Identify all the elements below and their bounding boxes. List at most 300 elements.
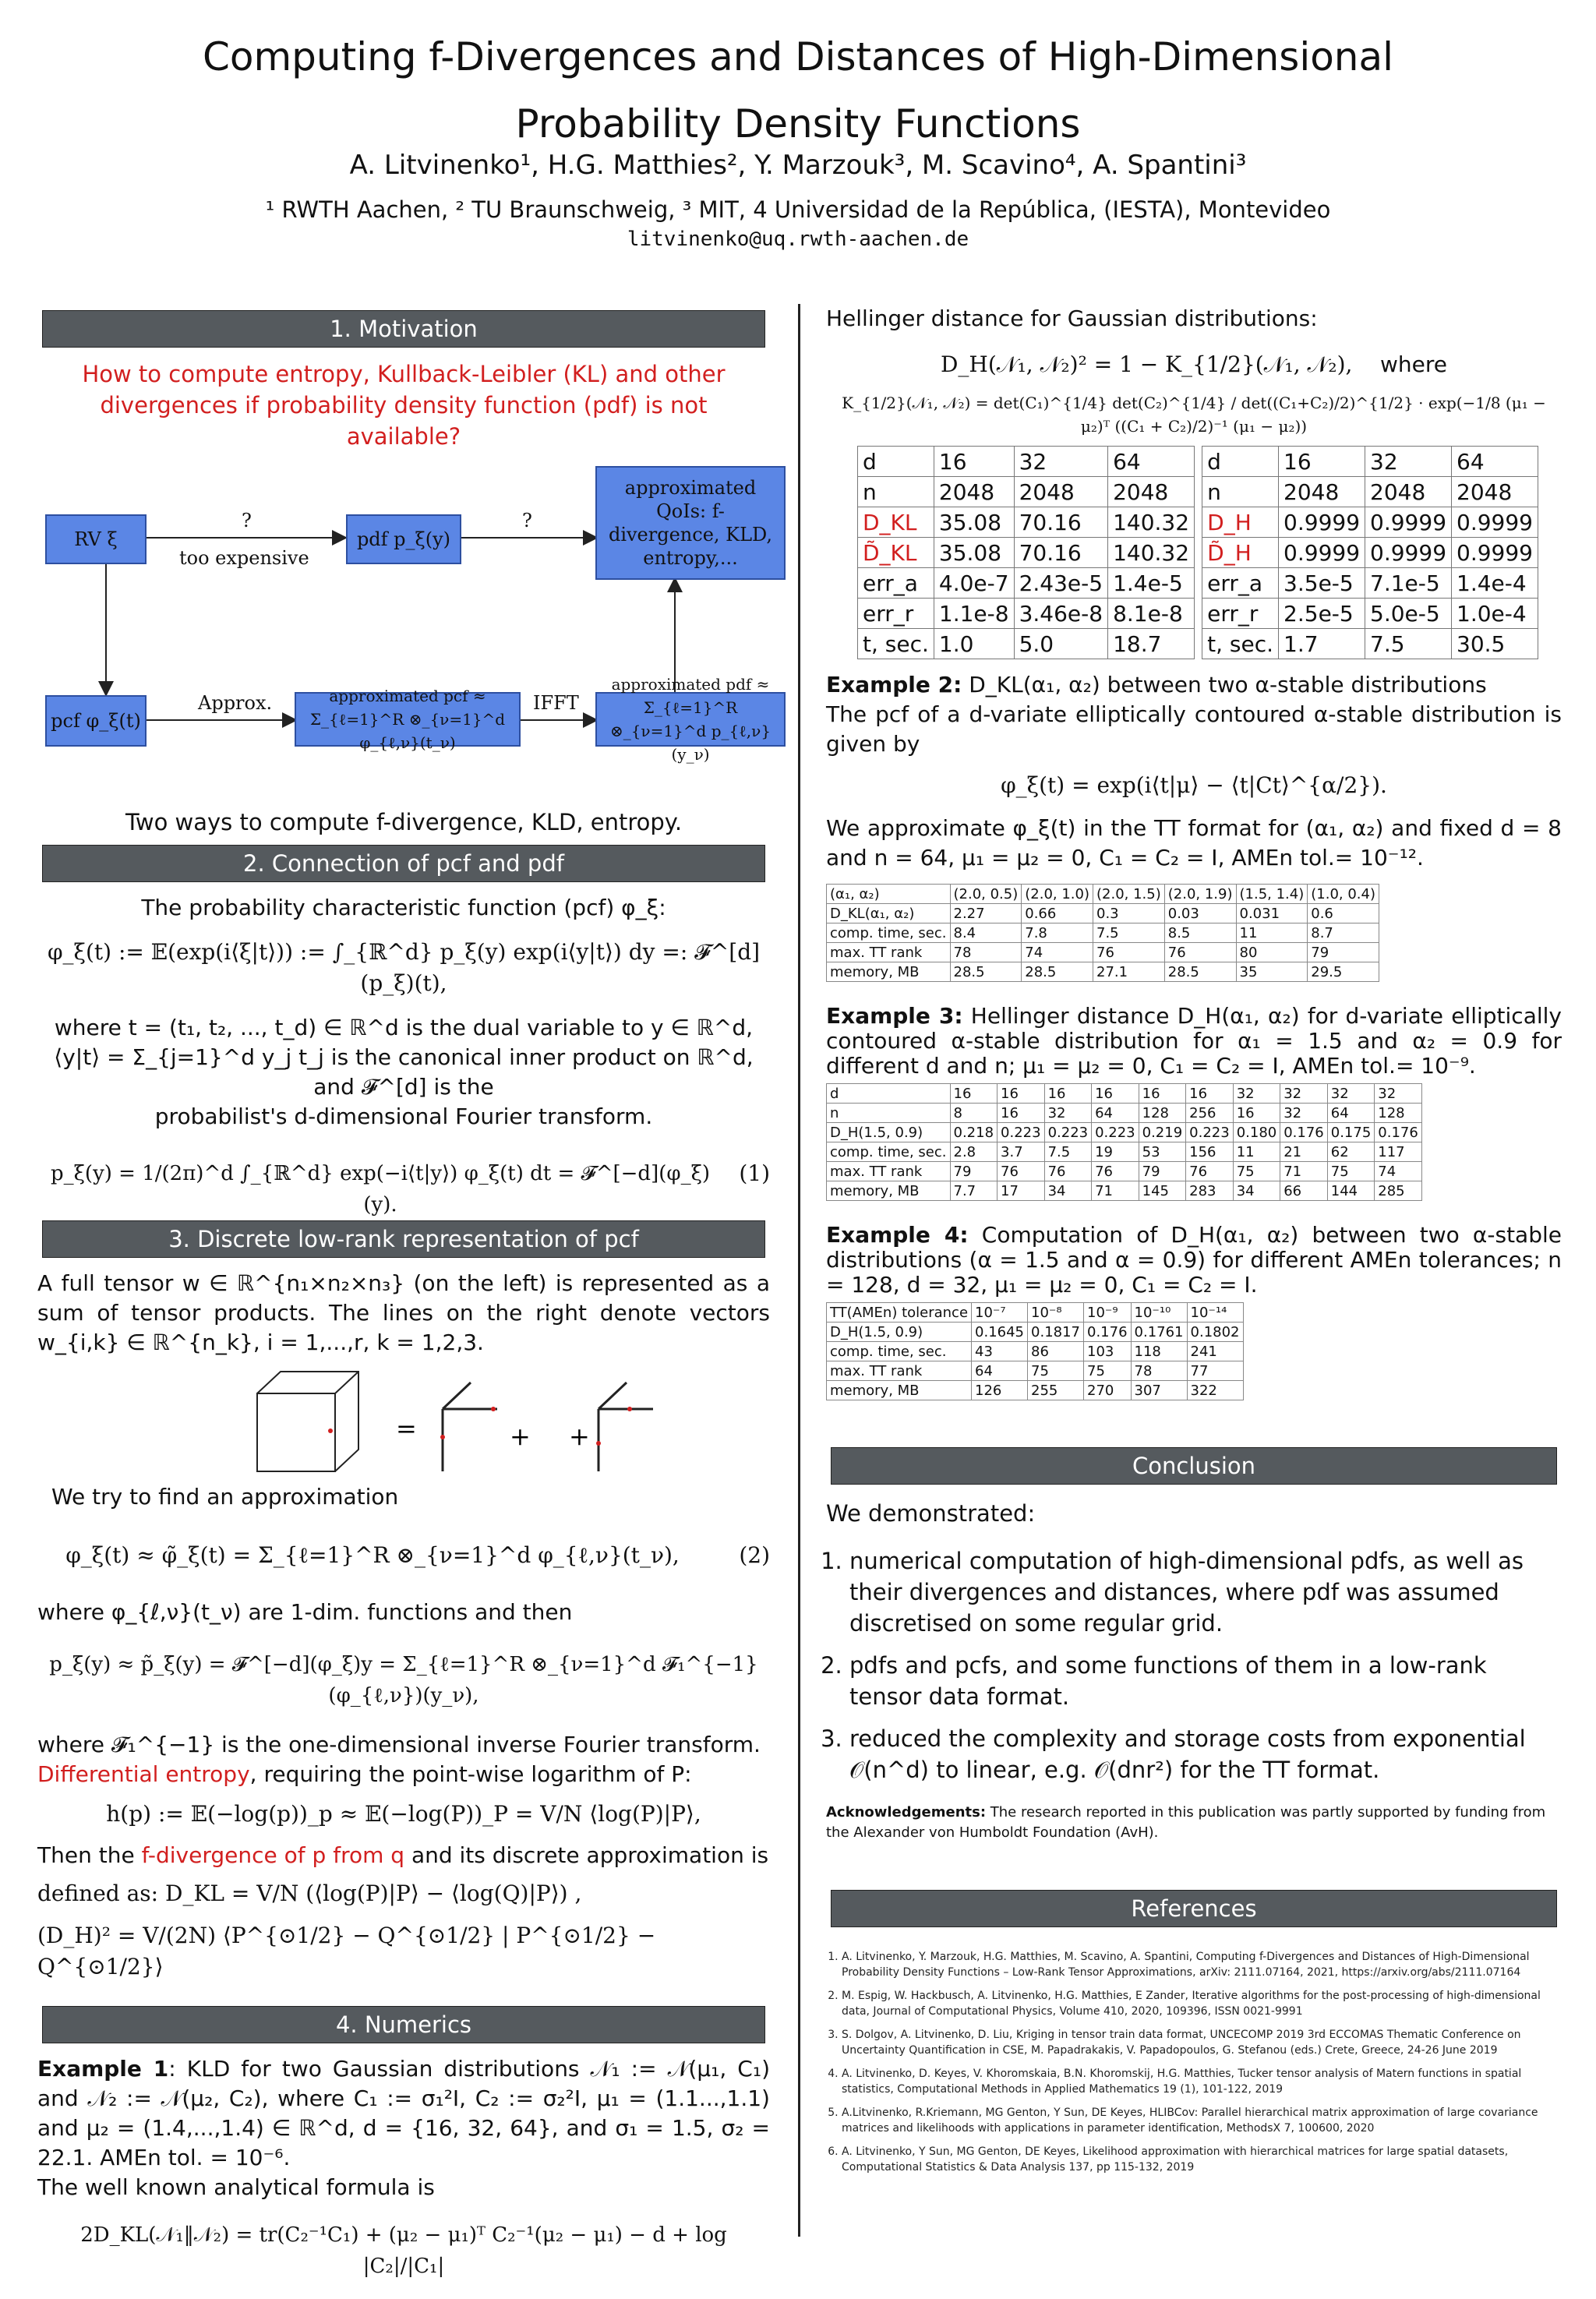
table-cell: (2.0, 1.0) [1022,885,1093,904]
table-cell: err_r [858,599,934,629]
lowrank-eq7: (D_H)² = V/(2N) ⟨P^{⊙1/2} − Q^{⊙1/2} | P^{⊙1/2} − Q^{⊙1/2}⟩ [37,1923,656,1979]
table-cell: 0.1802 [1187,1323,1243,1342]
table-cell: 76 [1186,1162,1234,1181]
connection-eq2: p_ξ(y) = 1/(2π)^d ∫_{ℝ^d} exp(−i⟨t|y⟩) φ_ξ(t) dt = 𝓕^[−d](φ_ξ)(y). [50,1162,711,1217]
table-cell: 21 [1280,1142,1328,1162]
table-cell: 79 [1139,1162,1186,1181]
table-cell: TT(AMEn) tolerance [827,1303,972,1323]
example2-text2: We approximate φ_ξ(t) in the TT format for (α₁, α₂) and fixed d = 8 and n = 64, μ₁ = μ₂ = 0, C₁ = C₂ = I, AMEn tol.= 10⁻¹². [826,815,1562,871]
right-column [826,304,1562,2183]
table-cell: 8.4 [950,923,1022,943]
differential-entropy-term: Differential entropy [37,1761,250,1787]
table-row [827,1181,1422,1201]
table-cell: (1.5, 1.4) [1236,885,1308,904]
table-cell: 0.218 [950,1123,998,1142]
table-cell: 2.8 [950,1142,998,1162]
table-cell: 75 [1327,1162,1375,1181]
section-lowrank-heading: 3. Discrete low-rank representation of pcf [42,1220,765,1258]
table-cell: 0.3 [1093,904,1165,923]
table-row [1202,599,1538,629]
table-cell: 70.16 [1014,507,1108,538]
table-cell: 28.5 [950,962,1022,982]
table-cell: 79 [950,1162,998,1181]
acknowledgements: Acknowledgements: The research reported in this publication was partly supported by funding from the Alexander von Humboldt Foundation (AvH). [826,1804,1546,1841]
table-cell: 16 [1044,1084,1092,1104]
table-row [858,477,1195,507]
table-cell: D̃_KL [858,538,934,568]
table-cell: 79 [1308,943,1379,962]
connection-text1: where t = (t₁, t₂, ..., t_d) ∈ ℝ^d is the dual variable to y ∈ ℝ^d, [54,1015,754,1040]
table-cell: 255 [1028,1381,1084,1400]
table-cell: 156 [1186,1142,1234,1162]
table-cell: memory, MB [827,1381,972,1400]
svg-text:=: = [396,1414,417,1443]
reference-item: 5. A.Litvinenko, R.Kriemann, MG Genton, Y Sun, DE Keyes, HLIBCov: Parallel hierarchical matrix approximation of large covariance matrices and likelihoods with applications in parameter identification, MethodsX 7, 100600, 2020 [842,2105,1562,2136]
table-cell: 16 [950,1084,998,1104]
table-row [1202,447,1538,477]
table-cell: 35.08 [934,538,1014,568]
authors: A. Litvinenko¹, H.G. Matthies², Y. Marzouk³, M. Scavino⁴, A. Spantini³ [349,150,1247,181]
table-cell: 283 [1186,1181,1234,1201]
table-cell: 5.0 [1014,629,1108,659]
table-cell: 32 [1233,1084,1280,1104]
table-cell: 0.223 [1186,1123,1234,1142]
table-row [827,1303,1244,1323]
example4-text: Example 4: Computation of D_H(α₁, α₂) between two α-stable distributions (α = 1.5 and α = 0.9) for different AMEn tolerances; n = 128, d = 32, μ₁ = μ₂ = 0, C₁ = C₂ = I. [826,1222,1562,1298]
svg-text:+: + [510,1421,531,1451]
table-cell: 16 [1186,1084,1234,1104]
table-cell: 16 [998,1104,1045,1123]
table-cell: 64 [1092,1104,1139,1123]
table-cell: 307 [1131,1381,1187,1400]
table-cell: 0.223 [1044,1123,1092,1142]
table-cell: 0.223 [998,1123,1045,1142]
table-cell: 7.5 [1044,1142,1092,1162]
table-cell: 4.0e-7 [934,568,1014,599]
table-cell: 64 [1327,1104,1375,1123]
table-row [827,1084,1422,1104]
table-cell: 128 [1139,1104,1186,1123]
lowrank-eq3-number: (2) [739,1542,770,1568]
table-cell: 11 [1233,1142,1280,1162]
table-cell: 0.219 [1139,1123,1186,1142]
table-cell: 17 [998,1181,1045,1201]
table-cell: 16 [1092,1084,1139,1104]
table-cell: 76 [998,1162,1045,1181]
table-cell: 62 [1327,1142,1375,1162]
table-cell: 76 [1092,1162,1139,1181]
table-cell: 0.176 [1375,1123,1422,1142]
table-cell: 10⁻⁸ [1028,1303,1084,1323]
table-cell: 34 [1044,1181,1092,1201]
table-cell: 18.7 [1108,629,1195,659]
table-cell: 75 [1084,1361,1132,1381]
table-cell: 75 [1233,1162,1280,1181]
table-cell: 2.27 [950,904,1022,923]
table-cell: 2048 [1108,477,1195,507]
table-cell: 0.6 [1308,904,1379,923]
table-cell: (1.0, 0.4) [1308,885,1379,904]
lowrank-text5: Differential entropy, requiring the point-wise logarithm of P: [37,1761,692,1787]
table-cell: 0.180 [1233,1123,1280,1142]
conclusion-item: 2. pdfs and pcfs, and some functions of them in a low-rank tensor data format. [849,1650,1562,1712]
table-cell: 7.1e-5 [1365,568,1452,599]
section-numerics-heading: 4. Numerics [42,2006,765,2043]
table-cell: 2048 [1365,477,1452,507]
table-cell: 27.1 [1093,962,1165,982]
table-cell: 2048 [1014,477,1108,507]
table-cell: 34 [1233,1181,1280,1201]
title-line-2: Probability Density Functions [515,101,1081,147]
conclusion-list [826,1545,1562,1785]
lowrank-text3: where φ_{ℓ,ν}(t_ν) are 1-dim. functions and then [37,1599,573,1625]
table-row [858,599,1195,629]
table-row [858,538,1195,568]
table-cell: D_H [1202,507,1279,538]
table-row [1202,568,1538,599]
connection-eq2-row [37,1158,770,1217]
conclusion-item: 3. reduced the complexity and storage costs from exponential 𝒪(n^d) to linear, e.g. 𝒪(dnr²) for the TT format. [849,1723,1562,1785]
lowrank-eq3: φ_ξ(t) ≈ φ̃_ξ(t) = Σ_{ℓ=1}^R ⊗_{ν=1}^d φ_{ℓ,ν}(t_ν), [65,1542,680,1568]
table-cell: 1.0 [934,629,1014,659]
table-cell: 74 [1022,943,1093,962]
table-row [827,923,1379,943]
connection-eq2-number: (1) [739,1160,770,1186]
table-cell: 7.8 [1022,923,1093,943]
reference-item: 4. A. Litvinenko, D. Keyes, V. Khoromskaia, B.N. Khoromskij, H.G. Matthies, Tucker tensor analysis of Matern functions in spatial statistics, Computational Methods in Applied Mathematics 19 (1), 101-122, 2019 [842,2066,1562,2097]
table-cell: 2048 [1452,477,1538,507]
lowrank-text2: We try to find an approximation [51,1484,399,1510]
table-cell: 3.5e-5 [1279,568,1365,599]
left-column [37,304,773,2299]
connection-intro: The probability characteristic function (pcf) φ_ξ: [141,895,666,920]
table-cell: 140.32 [1108,538,1195,568]
table-cell: 32 [1014,447,1108,477]
table-cell: n [858,477,934,507]
table-cell: 64 [1108,447,1195,477]
table-cell: 53 [1139,1142,1186,1162]
f-divergence-term: f-divergence of p from q [141,1842,405,1868]
table-cell: 322 [1187,1381,1243,1400]
table-cell: 256 [1186,1104,1234,1123]
section-connection-heading: 2. Connection of pcf and pdf [42,845,765,882]
table-cell: 10⁻⁹ [1084,1303,1132,1323]
approx-label: Approx. [198,692,273,714]
connection-eq1: φ_ξ(t) := 𝔼(exp(i⟨ξ|t⟩)) := ∫_{ℝ^d} p_ξ(y) exp(i⟨y|t⟩) dy =: 𝓕^[d](p_ξ)(t), [47,939,761,996]
table-cell: 32 [1375,1084,1422,1104]
table-cell: 19 [1092,1142,1139,1162]
table-cell: 16 [1233,1104,1280,1123]
table-cell: 77 [1187,1361,1243,1381]
table-cell: 7.7 [950,1181,998,1201]
table-cell: 0.66 [1022,904,1093,923]
table-cell: 76 [1093,943,1165,962]
kld-formula: 2D_KL(𝒩₁‖𝒩₂) = tr(C₂⁻¹C₁) + (μ₂ − μ₁)ᵀ C₂⁻¹(μ₂ − μ₁) − d + log |C₂|/|C₁| [80,2223,727,2278]
table-cell: 0.175 [1327,1123,1375,1142]
table-cell: 71 [1092,1181,1139,1201]
table-example2 [826,884,1379,982]
lowrank-eq3-row [37,1540,770,1574]
tables-kl-h [826,446,1562,659]
table-cell: 10⁻¹⁴ [1187,1303,1243,1323]
reference-item: 1. A. Litvinenko, Y. Marzouk, H.G. Matthies, M. Scavino, A. Spantini, Computing f-Divergences and Distances of High-Dimensional Probability Density Functions – Low-Rank Tensor Approximations, arXiv: 2111.07164, 2021, https://arxiv.org/abs/2111.07164 [842,1949,1562,1980]
table-cell: 78 [950,943,1022,962]
table-cell: 7.5 [1365,629,1452,659]
table-cell: 145 [1139,1181,1186,1201]
table-row [1202,477,1538,507]
table-cell: 5.0e-5 [1365,599,1452,629]
table-cell: 29.5 [1308,962,1379,982]
formula-intro: The well known analytical formula is [37,2174,435,2200]
table-cell: 0.9999 [1452,538,1538,568]
table-row [827,1361,1244,1381]
table-cell: (2.0, 0.5) [950,885,1022,904]
table-cell: 103 [1084,1342,1132,1361]
email[interactable]: litvinenko@uq.rwth-aachen.de [627,228,969,251]
hellinger-eq1: D_H(𝒩₁, 𝒩₂)² = 1 − K_{1/2}(𝒩₁, 𝒩₂), where [940,351,1448,377]
lowrank-eq5: h(p) := 𝔼(−log(p))_p ≈ 𝔼(−log(P))_P = V/N ⟨log(P)|P⟩, [106,1801,701,1827]
table-cell: 76 [1164,943,1236,962]
approx-qoi-box: approximated QoIs: f-divergence, KLD, entropy,... [595,466,786,580]
conclusion-intro: We demonstrated: [826,1500,1036,1527]
table-cell: (α₁, α₂) [827,885,951,904]
reference-item: 2. M. Espig, W. Hackbusch, A. Litvinenko, H.G. Matthies, E Zander, Iterative algorithms for the post-processing of high-dimensional data, Journal of Computational Physics, Volume 410, 2020, 109396, ISSN 0021-9991 [842,1988,1562,2019]
table-cell: 2048 [934,477,1014,507]
table-cell: 43 [972,1342,1028,1361]
table-cell: memory, MB [827,962,951,982]
table-cell: 76 [1044,1162,1092,1181]
question-mark-2: ? [522,510,532,531]
table-row [827,1342,1244,1361]
table-row [827,904,1379,923]
table-cell: 2.43e-5 [1014,568,1108,599]
table-cell: 32 [1280,1084,1328,1104]
table-row [827,1162,1422,1181]
hellinger-eq2: K_{1/2}(𝒩₁, 𝒩₂) = det(C₁)^{1/4} det(C₂)^{1/4} / det((C₁+C₂)/2)^{1/2} · exp(−1/8 (μ₁ − μ₂)ᵀ ((C₁ + C₂)/2)⁻¹ (μ₁ − μ₂)) [842,394,1546,436]
table-row [827,1104,1422,1123]
example1-label: Example 1 [37,2056,169,2082]
connection-text2: ⟨y|t⟩ = Σ_{j=1}^d y_j t_j is the canonical inner product on ℝ^d, and 𝓕^[d] is the [54,1044,754,1100]
table-cell: max. TT rank [827,1162,951,1181]
table-cell: 118 [1131,1342,1187,1361]
table-cell: 1.1e-8 [934,599,1014,629]
title-line-1: Computing f-Divergences and Distances of High-Dimensional [202,34,1394,79]
connection-text3: probabilist's d-dimensional Fourier transform. [154,1104,653,1129]
table-cell: n [827,1104,951,1123]
table-cell: max. TT rank [827,943,951,962]
table-cell: 0.1645 [972,1323,1028,1342]
table-cell: D_KL [858,507,934,538]
table-cell: 28.5 [1022,962,1093,982]
motivation-question: How to compute entropy, Kullback-Leibler (KL) and other divergences if probability density function (pdf) is not available? [82,361,726,450]
table-cell: err_r [1202,599,1279,629]
lowrank-text4: where 𝓕₁^{−1} is the one-dimensional inverse Fourier transform. [37,1732,761,1757]
table-cell: 8.5 [1164,923,1236,943]
table-cell: 64 [1452,447,1538,477]
table-cell: 0.9999 [1365,507,1452,538]
example2-text1: The pcf of a d-variate elliptically contoured α-stable distribution is given by [826,701,1562,757]
table-cell: t, sec. [1202,629,1279,659]
table-cell: 0.223 [1092,1123,1139,1142]
table-cell: comp. time, sec. [827,1342,972,1361]
approx-pcf-box: approximated pcf ≈ Σ_{ℓ=1}^R ⊗_{ν=1}^d φ_{ℓ,ν}(t_ν) [295,692,521,747]
table-cell: 10⁻⁷ [972,1303,1028,1323]
motivation-diagram [37,466,773,786]
table-cell: 144 [1327,1181,1375,1201]
table-cell: D_KL(α₁, α₂) [827,904,951,923]
table-cell: 241 [1187,1342,1243,1361]
table-cell: 3.46e-8 [1014,599,1108,629]
rv-box: RV ξ [45,514,147,564]
table-row [827,943,1379,962]
table-cell: 8 [950,1104,998,1123]
ifft-label: IFFT [533,692,579,714]
table-cell: n [1202,477,1279,507]
conclusion-item: 1. numerical computation of high-dimensional pdfs, as well as their divergences and distances, where pdf was assumed discretised on some regular grid. [849,1545,1562,1639]
table-cell: 74 [1375,1162,1422,1181]
table-cell: (2.0, 1.5) [1093,885,1165,904]
table-cell: 11 [1236,923,1308,943]
table-row [827,1381,1244,1400]
table-cell: err_a [1202,568,1279,599]
table-cell: 75 [1028,1361,1084,1381]
table-cell: 1.4e-4 [1452,568,1538,599]
table-cell: 32 [1044,1104,1092,1123]
table-cell: err_a [858,568,934,599]
approx-pdf-box: approximated pdf ≈ Σ_{ℓ=1}^R ⊗_{ν=1}^d p_{ℓ,ν}(y_ν) [595,692,786,747]
table-cell: t, sec. [858,629,934,659]
table-row [827,962,1379,982]
tensor-decomposition-figure [37,1362,770,1479]
table-cell: 0.176 [1280,1123,1328,1142]
table-cell: 2.5e-5 [1279,599,1365,629]
table-cell: d [858,447,934,477]
table-cell: 35.08 [934,507,1014,538]
table-cell: 0.031 [1236,904,1308,923]
table-cell: 80 [1236,943,1308,962]
table-cell: 86 [1028,1342,1084,1361]
table-cell: 270 [1084,1381,1132,1400]
table-cell: 8.7 [1308,923,1379,943]
pdf-box: pdf p_ξ(y) [346,514,461,564]
table-row [827,1142,1422,1162]
table-row [858,629,1195,659]
table-row [827,1123,1422,1142]
table-cell: memory, MB [827,1181,951,1201]
table-cell: 2048 [1279,477,1365,507]
table-cell: 16 [1139,1084,1186,1104]
too-expensive-label: too expensive [179,547,309,569]
references-list [826,1949,1562,2175]
table-cell: 30.5 [1452,629,1538,659]
svg-text:+: + [569,1421,590,1451]
table-row [827,1323,1244,1342]
table-cell: D̃_H [1202,538,1279,568]
table-cell: (2.0, 1.9) [1164,885,1236,904]
table-cell: comp. time, sec. [827,923,951,943]
table-cell: 128 [1375,1104,1422,1123]
table-cell: 0.9999 [1279,538,1365,568]
lowrank-eq4: p_ξ(y) ≈ p̃_ξ(y) = 𝓕^[−d](φ_ξ)y = Σ_{ℓ=1}^R ⊗_{ν=1}^d 𝓕₁^{−1}(φ_{ℓ,ν})(y_ν), [49,1653,758,1707]
table-cell: 0.1817 [1028,1323,1084,1342]
table-cell: 7.5 [1093,923,1165,943]
table-row [858,568,1195,599]
table-cell: 16 [998,1084,1045,1104]
reference-item: 3. S. Dolgov, A. Litvinenko, D. Liu, Kriging in tensor train data format, UNCECOMP 2019 3rd ECCOMAS Thematic Conference on Uncertainty Quantification in CSE, M. Papadrakakis, V. Papadopoulos, G. Stefanou (eds.) Crete, Greece, 24-26 June 2019 [842,2027,1562,2058]
table-row [827,885,1379,904]
table-cell: 140.32 [1108,507,1195,538]
lowrank-text6: Then the f-divergence of p from q and its discrete approximation is [37,1842,769,1868]
table-cell: 1.7 [1279,629,1365,659]
lowrank-text1: A full tensor w ∈ ℝ^{n₁×n₂×n₃} (on the left) is represented as a sum of tensor products. The lines on the right denote vectors w_{i,k} ∈ ℝ^{n_k}, i = 1,...,r, k = 1,2,3. [37,1270,770,1355]
table-cell: D_H(1.5, 0.9) [827,1323,972,1342]
example2-title: Example 2: D_KL(α₁, α₂) between two α-stable distributions [826,672,1487,697]
example1-text: Example 1: KLD for two Gaussian distributions 𝒩₁ := 𝒩(μ₁, C₁) and 𝒩₂ := 𝒩(μ₂, C₂), where C₁ := σ₁²I, C₂ := σ₂²I, μ₁ = (1.1...,1.1) and μ₂ = (1.4,...,1.4) ∈ ℝ^d, d = {16, 32, 64}, and σ₁ = 1.5, σ₂ = 22.1. AMEn tol. = 10⁻⁶. [37,2056,771,2170]
lowrank-eq6: defined as: D_KL = V/N (⟨log(P)|P⟩ − ⟨log(Q)|P⟩) , [37,1881,582,1906]
table-cell: 10⁻¹⁰ [1131,1303,1187,1323]
reference-item: 6. A. Litvinenko, Y Sun, MG Genton, DE Keyes, Likelihood approximation with hierarchical matrices for large spatial datasets, Computational Statistics & Data Analysis 137, pp 115-132, 2019 [842,2144,1562,2175]
example3-text: Example 3: Hellinger distance D_H(α₁, α₂) for d-variate elliptically contoured α-stable distribution for α₁ = 1.5 and α₂ = 0.9 for different d and n; μ₁ = μ₂ = 0, C₁ = C₂ = I, AMEn tol.= 10⁻⁹. [826,1003,1562,1079]
table-cell: 0.03 [1164,904,1236,923]
table-cell: 66 [1280,1181,1328,1201]
table-row [1202,538,1538,568]
section-conclusion-heading: Conclusion [831,1447,1557,1485]
table-cell: 1.4e-5 [1108,568,1195,599]
table-cell: 16 [934,447,1014,477]
table-cell: 126 [972,1381,1028,1400]
table-cell: 32 [1280,1104,1328,1123]
affiliations: ¹ RWTH Aachen, ² TU Braunschweig, ³ MIT, 4 Universidad de la República, (IESTA), Montevideo [265,196,1331,223]
table-cell: 8.1e-8 [1108,599,1195,629]
example2-eq: φ_ξ(t) = exp(i⟨t|μ⟩ − ⟨t|Ct⟩^{α/2}). [1001,772,1387,798]
table-cell: 71 [1280,1162,1328,1181]
pcf-box: pcf φ_ξ(t) [45,695,147,747]
table-cell: 35 [1236,962,1308,982]
table-row [1202,629,1538,659]
table-cell: 16 [1279,447,1365,477]
section-references-heading: References [831,1890,1557,1927]
table-cell: comp. time, sec. [827,1142,951,1162]
table-row [1202,507,1538,538]
table-hellinger [1202,446,1538,659]
poster-title [0,23,1596,157]
table-cell: 32 [1327,1084,1375,1104]
table-cell: 3.7 [998,1142,1045,1162]
table-cell: 70.16 [1014,538,1108,568]
motivation-caption: Two ways to compute f-divergence, KLD, entropy. [125,809,683,835]
table-row [858,447,1195,477]
table-cell: 0.9999 [1452,507,1538,538]
table-cell: d [827,1084,951,1104]
table-cell: max. TT rank [827,1361,972,1381]
table-cell: 0.9999 [1279,507,1365,538]
column-divider [798,304,800,2237]
table-cell: 78 [1131,1361,1187,1381]
table-cell: 32 [1365,447,1452,477]
hellinger-intro: Hellinger distance for Gaussian distributions: [826,305,1318,331]
table-cell: 1.0e-4 [1452,599,1538,629]
section-motivation-heading: 1. Motivation [42,310,765,348]
table-cell: 0.176 [1084,1323,1132,1342]
table-cell: D_H(1.5, 0.9) [827,1123,951,1142]
table-cell: 117 [1375,1142,1422,1162]
table-cell: 64 [972,1361,1028,1381]
table-cell: d [1202,447,1279,477]
table-cell: 0.1761 [1131,1323,1187,1342]
table-example4 [826,1302,1244,1400]
table-cell: 0.9999 [1365,538,1452,568]
table-kl [857,446,1195,659]
